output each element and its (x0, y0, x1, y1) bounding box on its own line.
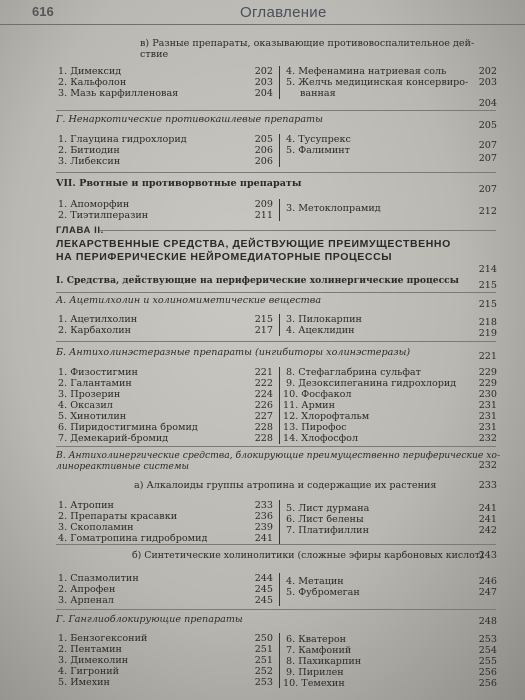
toc-entry: 5. Лист дурмана (286, 503, 370, 514)
toc-entry: 13. Пирофос (283, 422, 347, 433)
toc-entry: 1. Глауцина гидрохлорид (58, 134, 187, 145)
column-divider (279, 134, 280, 167)
chapter-label: ГЛАВА II. (56, 225, 104, 236)
toc-entry: 2. Карбахолин (58, 325, 132, 336)
section-title: б) Синтетические холинолитики (сложные эфиры карбоновых кислот) (132, 550, 484, 561)
section-title: в) Разные препараты, оказывающие противовоспалительное дей- (140, 38, 475, 49)
toc-entry: 8. Пахикарпин (286, 656, 362, 667)
toc-page-ref: 246 (478, 576, 497, 587)
toc-page-ref: 203 (478, 77, 497, 88)
toc-entry: 7. Платифиллин (286, 525, 369, 536)
toc-page-ref: 218 (478, 317, 497, 328)
toc-page-ref: 207 (478, 140, 497, 151)
toc-entry: 10. Фосфакол (283, 389, 352, 400)
toc-page-ref: 207 (478, 184, 497, 195)
toc-page-ref: 241 (254, 533, 273, 544)
column-divider (279, 500, 280, 544)
toc-page-ref: 207 (478, 153, 497, 164)
toc-page-ref: 202 (478, 66, 497, 77)
toc-entry: 5. Фубромеган (286, 587, 360, 598)
toc-page-ref: 248 (478, 616, 497, 627)
toc-entry: 4. Гигроний (58, 666, 120, 677)
section-title: А. Ацетилхолин и холиномиметические вещества (56, 295, 322, 306)
toc-page-ref: 215 (478, 280, 497, 291)
toc-page-ref: 221 (478, 351, 497, 362)
toc-entry: 5. Хинотилин (58, 411, 127, 422)
toc-page-ref: 241 (478, 503, 497, 514)
page-header (0, 0, 525, 25)
toc-entry: 11. Армин (283, 400, 335, 411)
toc-entry: 3. Пилокарпин (286, 314, 362, 325)
section-title: Б. Антихолинэстеразные препараты (ингибиторы холинэстеразы) (56, 347, 411, 358)
toc-entry: 3. Димеколин (58, 655, 129, 666)
toc-page-ref: 230 (478, 389, 497, 400)
toc-page-ref: 215 (478, 299, 497, 310)
toc-page-ref: 205 (254, 134, 273, 145)
toc-entry: 4. Ацеклидин (286, 325, 355, 336)
toc-entry: 3. Скополамин (58, 522, 134, 533)
toc-entry: 3. Метоклопрамид (286, 203, 381, 214)
toc-page-ref: 204 (254, 88, 273, 99)
toc-page-ref: 209 (254, 199, 273, 210)
toc-page-ref: 228 (254, 433, 273, 444)
toc-entry: 3. Арпенал (58, 595, 114, 606)
toc-entry: 1. Бензогексоний (58, 633, 148, 644)
toc-page-ref: 227 (254, 411, 273, 422)
section-title: ствие (140, 49, 169, 60)
toc-entry: 12. Хлорофтальм (283, 411, 370, 422)
toc-entry: 1. Атропин (58, 500, 114, 511)
column-divider (279, 199, 280, 221)
toc-entry: ванная (300, 88, 336, 99)
divider (56, 341, 496, 342)
page-title: Оглавление (240, 4, 327, 21)
toc-page-ref: 206 (254, 145, 273, 156)
toc-entry: 4. Тусупрекс (286, 134, 351, 145)
column-divider (279, 314, 280, 336)
toc-page-ref: 233 (478, 480, 497, 491)
toc-entry: 3. Либексин (58, 156, 121, 167)
toc-entry: 3. Прозерин (58, 389, 121, 400)
toc-page-ref: 253 (478, 634, 497, 645)
toc-page-ref: 251 (254, 655, 273, 666)
toc-page-ref: 214 (478, 264, 497, 275)
toc-page-ref: 203 (254, 77, 273, 88)
toc-entry: 4. Оксазил (58, 400, 113, 411)
toc-page-ref: 247 (478, 587, 497, 598)
column-divider (279, 66, 280, 99)
toc-page-ref: 231 (478, 400, 497, 411)
section-title: Г. Ганглиоблокирующие препараты (56, 614, 243, 625)
chapter-title: ЛЕКАРСТВЕННЫЕ СРЕДСТВА, ДЕЙСТВУЮЩИЕ ПРЕИМУЩЕСТВЕННО (56, 238, 451, 250)
toc-page-ref: 228 (254, 422, 273, 433)
toc-page-ref: 206 (254, 156, 273, 167)
divider (56, 544, 496, 545)
toc-page-ref: 236 (254, 511, 273, 522)
toc-page-ref: 254 (478, 645, 497, 656)
toc-page-ref: 239 (254, 522, 273, 533)
toc-entry: 4. Гоматропина гидробромид (58, 533, 208, 544)
toc-page-ref: 250 (254, 633, 273, 644)
column-divider (279, 367, 280, 444)
toc-entry: 3. Мазь карфилленовая (58, 88, 179, 99)
toc-page-ref: 202 (254, 66, 273, 77)
toc-entry: 9. Пирилен (286, 667, 344, 678)
toc-entry: 2. Апрофен (58, 584, 116, 595)
page-number: 616 (32, 4, 54, 19)
chapter-title: НА ПЕРИФЕРИЧЕСКИЕ НЕЙРОМЕДИАТОРНЫЕ ПРОЦЕССЫ (56, 251, 393, 263)
divider (56, 446, 496, 447)
toc-page-ref: 233 (254, 500, 273, 511)
toc-page-ref: 217 (254, 325, 273, 336)
toc-entry: 2. Тиэтилперазин (58, 210, 149, 221)
toc-page-ref: 212 (478, 206, 497, 217)
toc-page-ref: 241 (478, 514, 497, 525)
toc-entry: 1. Апоморфин (58, 199, 130, 210)
toc-page-ref: 231 (478, 422, 497, 433)
divider (56, 292, 496, 293)
section-title: VII. Рвотные и противорвотные препараты (56, 178, 302, 189)
toc-page-ref: 243 (478, 550, 497, 561)
toc-page-ref: 219 (478, 328, 497, 339)
toc-page-ref: 252 (254, 666, 273, 677)
toc-page-ref: 215 (254, 314, 273, 325)
toc-page-ref: 204 (478, 98, 497, 109)
toc-page-ref: 245 (254, 595, 273, 606)
toc-page-ref: 253 (254, 677, 273, 688)
toc-page-ref: 232 (478, 433, 497, 444)
toc-entry: 5. Фалиминт (286, 145, 350, 156)
divider (56, 172, 496, 173)
toc-entry: 7. Демекарий-бромид (58, 433, 169, 444)
toc-entry: 4. Мефенамина натриевая соль (286, 66, 447, 77)
toc-page-ref: 242 (478, 525, 497, 536)
divider (56, 609, 496, 610)
divider (56, 110, 496, 111)
column-divider (279, 573, 280, 606)
toc-entry: 4. Метацин (286, 576, 344, 587)
toc-page-ref: 224 (254, 389, 273, 400)
section-title: В. Антихолинергические средства, блокирующие преимущественно периферические хо- (56, 450, 501, 461)
toc-entry: 2. Пентамин (58, 644, 122, 655)
toc-page-ref: 222 (254, 378, 273, 389)
toc-entry: 2. Препараты красавки (58, 511, 178, 522)
toc-page-ref: 256 (478, 667, 497, 678)
toc-page-ref: 251 (254, 644, 273, 655)
toc-entry: 6. Пиридостигмина бромид (58, 422, 198, 433)
toc-page-ref: 245 (254, 584, 273, 595)
toc-page-ref: 231 (478, 411, 497, 422)
toc-page-ref: 255 (478, 656, 497, 667)
toc-entry: 9. Дезоксипеганина гидрохлорид (286, 378, 457, 389)
toc-entry: 1. Физостигмин (58, 367, 138, 378)
section-title: Г. Ненаркотические противокашлевые препараты (56, 114, 323, 125)
divider (100, 230, 496, 231)
toc-entry: 10. Темехин (283, 678, 345, 689)
toc-entry: 2. Битиодин (58, 145, 120, 156)
section-title: а) Алкалоиды группы атропина и содержащие их растения (134, 480, 437, 491)
toc-entry: 6. Лист белены (286, 514, 364, 525)
toc-entry: 5. Желчь медицинская консервиро- (286, 77, 469, 88)
toc-entry: 1. Спазмолитин (58, 573, 139, 584)
toc-entry: 5. Имехин (58, 677, 110, 688)
toc-page-ref: 229 (478, 378, 497, 389)
toc-page-ref: 244 (254, 573, 273, 584)
toc-page-ref: 211 (254, 210, 273, 221)
toc-entry: 1. Димексид (58, 66, 122, 77)
toc-entry: 14. Хлофосфол (283, 433, 359, 444)
toc-entry: 8. Стефаглабрина сульфат (286, 367, 421, 378)
toc-page-ref: 226 (254, 400, 273, 411)
toc-entry: 1. Ацетилхолин (58, 314, 138, 325)
section-title: I. Средства, действующие на периферические холинергические процессы (56, 275, 459, 286)
section-title: линореактивные системы (56, 461, 189, 472)
toc-entry: 7. Камфоний (286, 645, 352, 656)
toc-page-ref: 256 (478, 678, 497, 689)
toc-page-ref: 205 (478, 120, 497, 131)
column-divider (279, 633, 280, 688)
toc-page-ref: 232 (478, 460, 497, 471)
toc-entry: 6. Кватерон (286, 634, 347, 645)
toc-entry: 2. Галантамин (58, 378, 132, 389)
toc-page-ref: 229 (478, 367, 497, 378)
toc-entry: 2. Кальфолон (58, 77, 127, 88)
toc-page-ref: 221 (254, 367, 273, 378)
